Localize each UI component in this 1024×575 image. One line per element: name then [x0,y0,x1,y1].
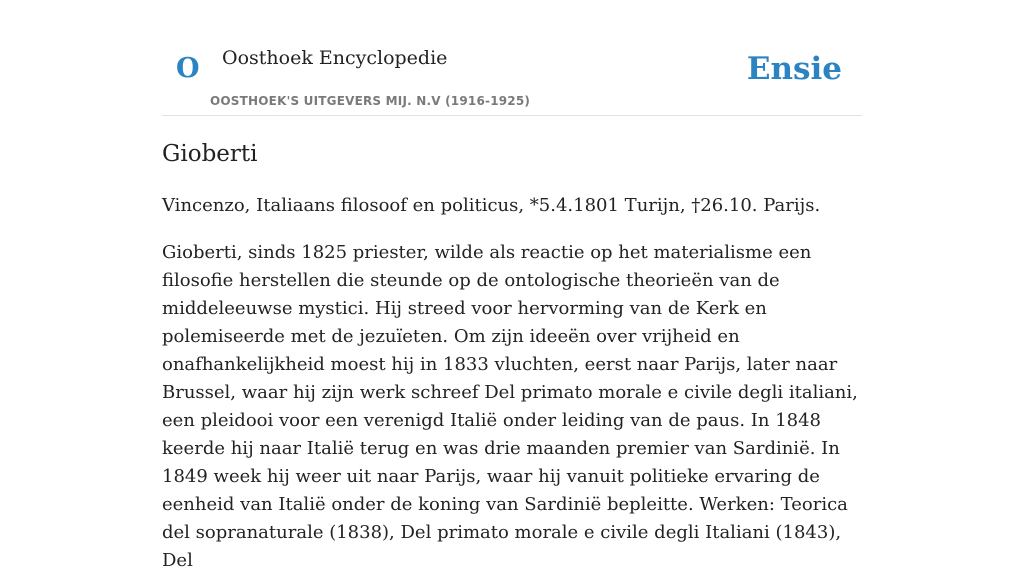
article-lead: Vincenzo, Italiaans filosoof en politicus, *5.4.1801 Turijn, †26.10. Parijs. [162,195,821,216]
page [162,0,862,571]
article-title: Gioberti [162,141,258,167]
publisher-subtitle: OOSTHOEK'S UITGEVERS MIJ. N.V (1916-1925) [210,94,531,108]
site-logo[interactable]: O [176,53,200,84]
ensie-brand-link[interactable]: Ensie [746,51,842,87]
site-header [162,0,862,116]
article-body: Gioberti, sinds 1825 priester, wilde als reactie op het materialisme een filosofie herstellen die steunde op de ontologische theorieën van de middeleeuwse mystici. Hij streed voor hervorming van de Kerk en polemiseerde met de jezuïeten. Om zijn ideeën over vrijheid en onafhankelijkheid moest hij in 1833 vluchten, eerst naar Parijs, later naar Brussel, waar hij zijn werk schreef Del primato morale e civile degli italiani, een pleidooi voor een verenigd Italië onder leiding van de paus. In 1848 keerde hij naar Italië terug en was drie maanden premier van Sardinië. In 1849 week hij weer uit naar Parijs, waar hij vanuit politieke ervaring de eenheid van Italië onder de koning van Sardinië bepleitte. Werken: Teorica del sopranaturale (1838), Del primato morale e civile degli Italiani (1843), Del [162,242,858,571]
site-title-link[interactable]: Oosthoek Encyclopedie [222,47,448,69]
